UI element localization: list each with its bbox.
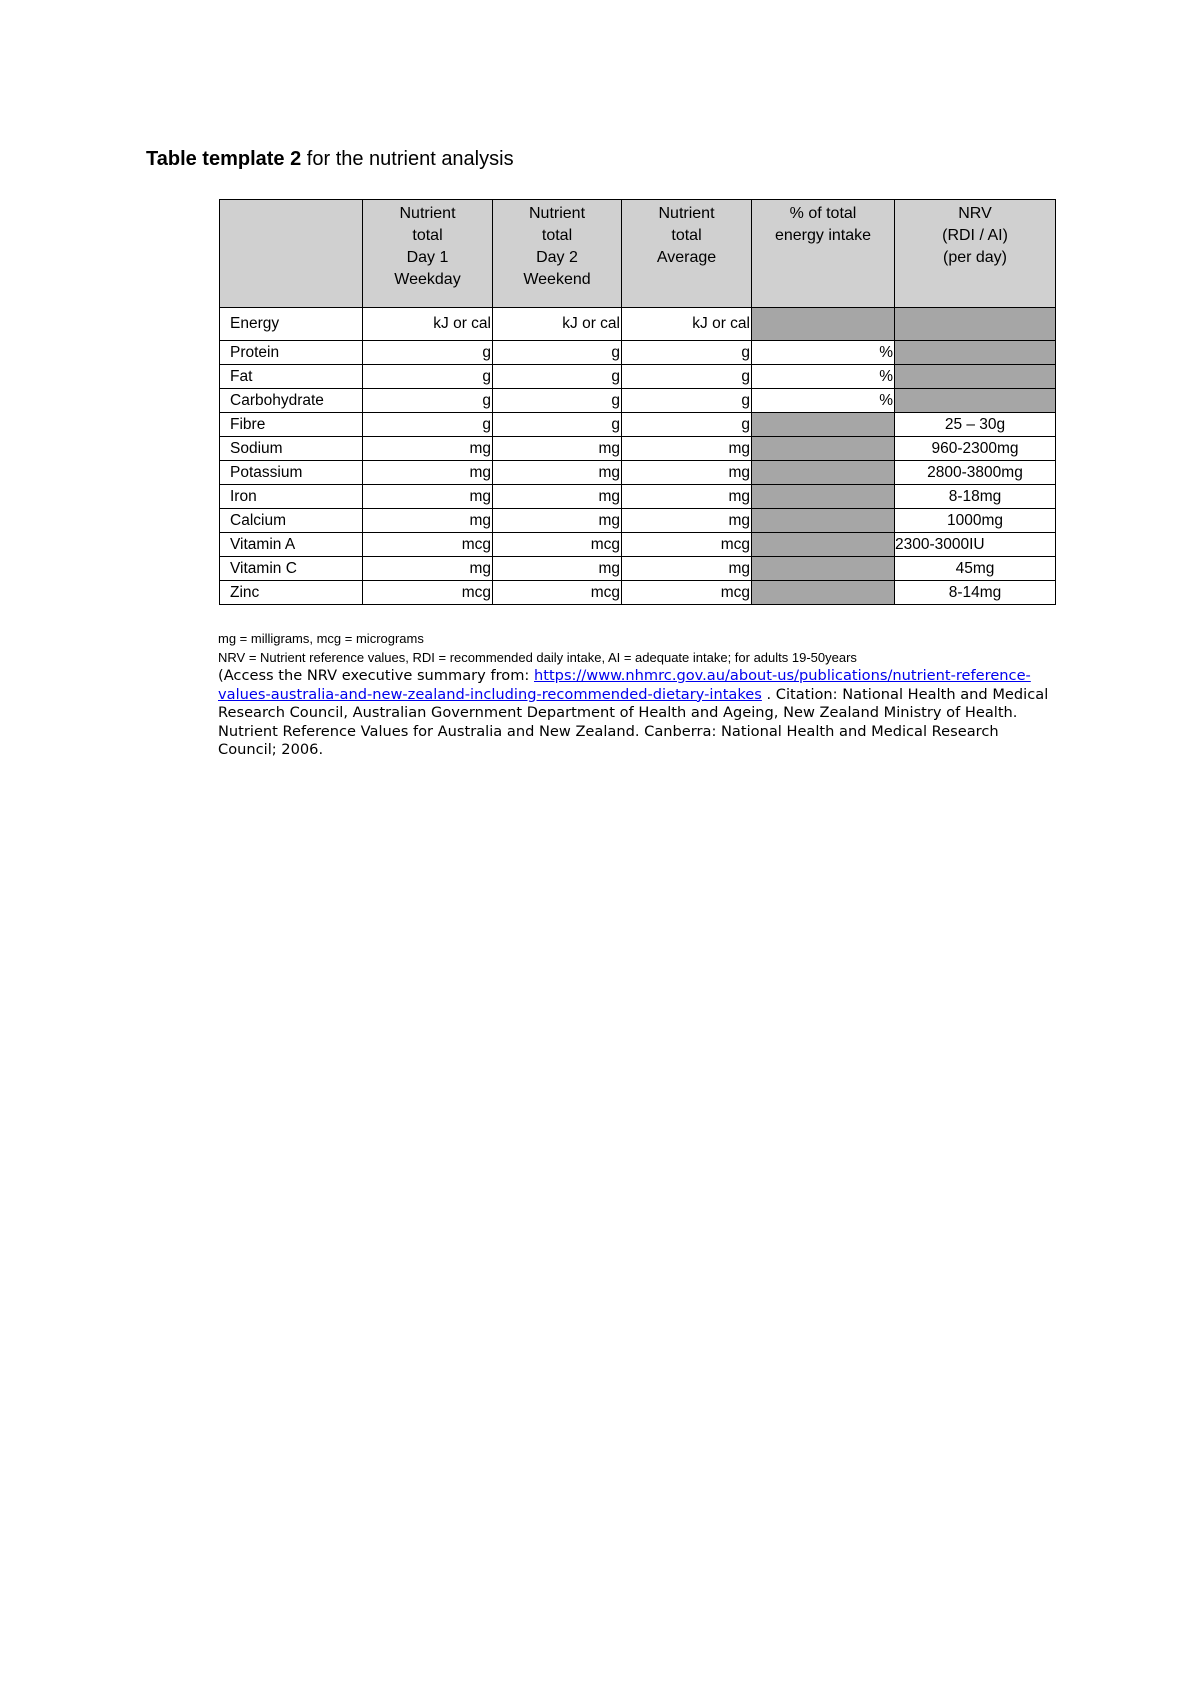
day1-cell: g <box>363 413 493 437</box>
nutrient-name-cell: Vitamin A <box>220 533 363 557</box>
day1-cell: g <box>363 365 493 389</box>
nrv-cell <box>895 308 1056 341</box>
table-row <box>220 557 1056 581</box>
nrv-cell <box>895 341 1056 365</box>
nutrient-name-cell: Iron <box>220 485 363 509</box>
percent-energy-cell: % <box>752 389 895 413</box>
access-prefix: (Access the NRV executive summary from: <box>218 667 534 684</box>
table-row <box>220 485 1056 509</box>
average-cell: mg <box>622 461 752 485</box>
table-notes <box>218 629 1058 760</box>
header-nutrient <box>220 200 363 308</box>
table-row <box>220 341 1056 365</box>
percent-energy-cell <box>752 461 895 485</box>
nrv-cell: 45mg <box>895 557 1056 581</box>
day1-cell: mcg <box>363 581 493 605</box>
day1-cell: mg <box>363 485 493 509</box>
nutrient-name-cell: Carbohydrate <box>220 389 363 413</box>
day2-cell: mcg <box>493 581 622 605</box>
nutrient-name-cell: Zinc <box>220 581 363 605</box>
table-row <box>220 581 1056 605</box>
day2-cell: mg <box>493 485 622 509</box>
average-cell: g <box>622 389 752 413</box>
page-title <box>146 148 514 171</box>
title-bold: Table template 2 <box>146 148 302 170</box>
percent-energy-cell <box>752 485 895 509</box>
nutrient-name-cell: Fat <box>220 365 363 389</box>
day1-cell: mcg <box>363 533 493 557</box>
nrv-cell: 2300-3000IU <box>895 533 1056 557</box>
day1-cell: g <box>363 341 493 365</box>
units-note: mg = milligrams, mcg = micrograms <box>218 631 424 646</box>
average-cell: g <box>622 341 752 365</box>
average-cell: kJ or cal <box>622 308 752 341</box>
header-day2: Nutrient total Day 2 Weekend <box>493 200 622 308</box>
day2-cell: mg <box>493 437 622 461</box>
table-row <box>220 509 1056 533</box>
day2-cell: g <box>493 341 622 365</box>
table-row <box>220 437 1056 461</box>
percent-energy-cell <box>752 533 895 557</box>
average-cell: g <box>622 413 752 437</box>
nutrient-name-cell: Energy <box>220 308 363 341</box>
nrv-summary-link[interactable]: https://www.nhmrc.gov.au/about-us/publications/nutrient-reference-values-australia-and-new-zealand-including-recommended-dietary-intakes <box>218 667 1031 703</box>
day1-cell: g <box>363 389 493 413</box>
nrv-cell: 1000mg <box>895 509 1056 533</box>
percent-energy-cell: % <box>752 341 895 365</box>
table-row <box>220 308 1056 341</box>
table-row <box>220 413 1056 437</box>
day2-cell: g <box>493 413 622 437</box>
average-cell: mg <box>622 557 752 581</box>
day1-cell: kJ or cal <box>363 308 493 341</box>
average-cell: mcg <box>622 581 752 605</box>
nrv-definition-note: NRV = Nutrient reference values, RDI = recommended daily intake, AI = adequate intake; for adults 19-50years <box>218 650 857 665</box>
nutrient-name-cell: Sodium <box>220 437 363 461</box>
day2-cell: mg <box>493 461 622 485</box>
nrv-cell <box>895 389 1056 413</box>
average-cell: mg <box>622 437 752 461</box>
day2-cell: g <box>493 365 622 389</box>
nutrient-name-cell: Protein <box>220 341 363 365</box>
percent-energy-cell <box>752 557 895 581</box>
nutrient-table <box>219 199 1056 605</box>
nutrient-name-cell: Fibre <box>220 413 363 437</box>
header-day1: Nutrient total Day 1 Weekday <box>363 200 493 308</box>
citation-text: . Citation: National Health and Medical Research Council, Australian Government Department of Health and Ageing, New Zealand Ministry of Health. Nutrient Reference Values for Australia and New Zealand. Canberra: National Health and Medical Research Council; 2006. <box>218 685 1049 758</box>
percent-energy-cell <box>752 581 895 605</box>
percent-energy-cell <box>752 413 895 437</box>
average-cell: mg <box>622 509 752 533</box>
day2-cell: mg <box>493 509 622 533</box>
nutrient-name-cell: Vitamin C <box>220 557 363 581</box>
nrv-cell <box>895 365 1056 389</box>
percent-energy-cell <box>752 308 895 341</box>
table-row <box>220 461 1056 485</box>
day2-cell: kJ or cal <box>493 308 622 341</box>
average-cell: mcg <box>622 533 752 557</box>
nrv-cell: 8-18mg <box>895 485 1056 509</box>
nutrient-name-cell: Potassium <box>220 461 363 485</box>
day1-cell: mg <box>363 557 493 581</box>
table-row <box>220 389 1056 413</box>
table-header-row <box>220 200 1056 308</box>
nrv-cell: 25 – 30g <box>895 413 1056 437</box>
table-row <box>220 365 1056 389</box>
table-row <box>220 533 1056 557</box>
average-cell: mg <box>622 485 752 509</box>
header-nrv: NRV (RDI / AI) (per day) <box>895 200 1056 308</box>
percent-energy-cell <box>752 509 895 533</box>
nrv-cell: 8-14mg <box>895 581 1056 605</box>
day1-cell: mg <box>363 509 493 533</box>
nrv-cell: 2800-3800mg <box>895 461 1056 485</box>
header-percent-energy: % of total energy intake <box>752 200 895 308</box>
nrv-cell: 960-2300mg <box>895 437 1056 461</box>
day1-cell: mg <box>363 461 493 485</box>
percent-energy-cell: % <box>752 365 895 389</box>
day2-cell: g <box>493 389 622 413</box>
day2-cell: mg <box>493 557 622 581</box>
day1-cell: mg <box>363 437 493 461</box>
nutrient-name-cell: Calcium <box>220 509 363 533</box>
day2-cell: mcg <box>493 533 622 557</box>
percent-energy-cell <box>752 437 895 461</box>
average-cell: g <box>622 365 752 389</box>
access-citation-paragraph <box>218 667 1058 760</box>
title-rest: for the nutrient analysis <box>301 148 514 170</box>
header-average: Nutrient total Average <box>622 200 752 308</box>
